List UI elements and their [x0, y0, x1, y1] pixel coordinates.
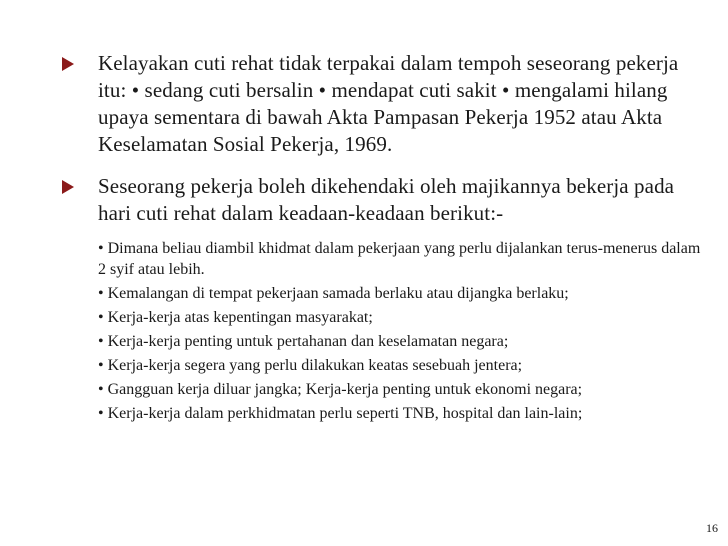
sub-bullet-list [98, 238, 708, 427]
sub-bullet-item: • Dimana beliau diambil khidmat dalam pekerjaan yang perlu dijalankan terus-menerus dalam 2 syif atau lebih. [98, 240, 701, 278]
sub-bullet-item: • Kemalangan di tempat pekerjaan samada berlaku atau dijangka berlaku; [98, 285, 569, 302]
bullet-text: Kelayakan cuti rehat tidak terpakai dalam tempoh seseorang pekerja itu: • sedang cuti bersalin • mendapat cuti sakit • mengalami hilang upaya sementara di bawah Akta Pampasan Pekerja 1952 atau Akta Keselamatan Sosial Pekerja, 1969. [98, 51, 679, 156]
sub-bullet-item: • Kerja-kerja segera yang perlu dilakukan keatas sesebuah jentera; [98, 357, 523, 374]
page-number: 16 [706, 521, 718, 535]
bullet-marker-icon [60, 173, 98, 227]
sub-bullet-item: • Kerja-kerja atas kepentingan masyarakat; [98, 309, 373, 326]
bullet-item-1 [60, 50, 700, 158]
bullet-item-2 [60, 173, 700, 227]
bullet-marker-icon [60, 50, 98, 158]
sub-bullet-item: • Kerja-kerja dalam perkhidmatan perlu seperti TNB, hospital dan lain-lain; [98, 405, 583, 422]
bullet-text: Seseorang pekerja boleh dikehendaki oleh majikannya bekerja pada hari cuti rehat dalam keadaan-keadaan berikut:- [98, 174, 675, 225]
sub-bullet-item: • Kerja-kerja penting untuk pertahanan dan keselamatan negara; [98, 333, 509, 350]
sub-bullet-item: • Gangguan kerja diluar jangka; Kerja-kerja penting untuk ekonomi negara; [98, 381, 583, 398]
